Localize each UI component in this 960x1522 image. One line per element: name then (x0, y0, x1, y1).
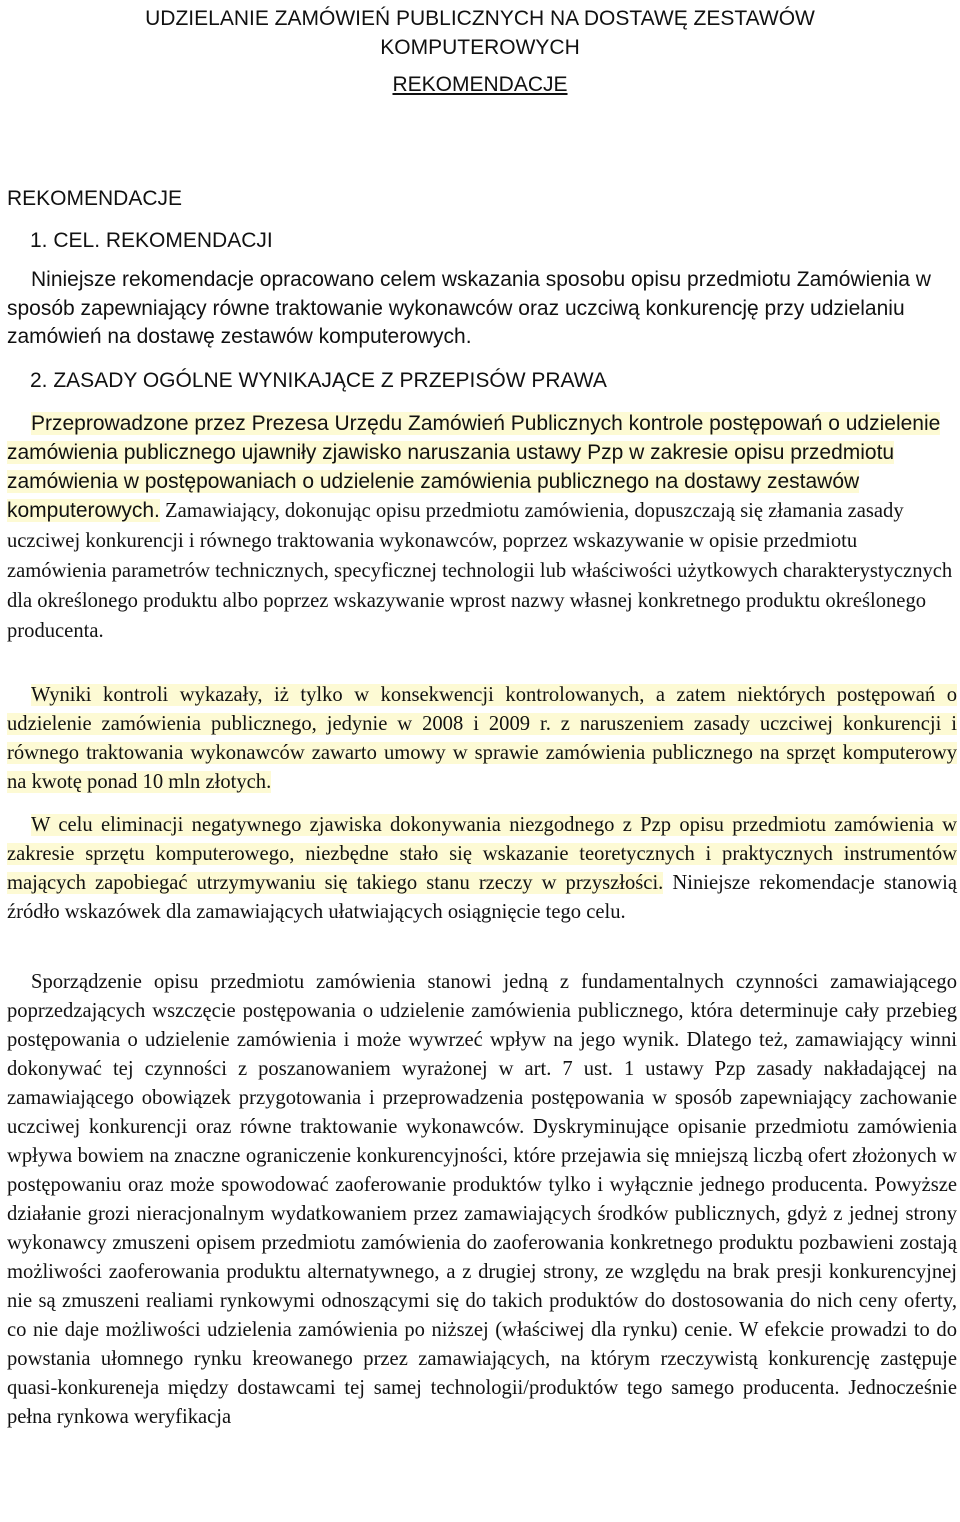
subtitle-text: REKOMENDACJE (392, 73, 568, 96)
paragraph-cel (7, 266, 957, 352)
paragraph-sporzadzenie-text: Sporządzenie opisu przedmiotu zamówienia stanowi jedną z fundamentalnych czynności zamawiającego poprzedzających wszczęcie postępowania o udzielenie zamówienia publicznego, która determinuje cały przebieg postępowania o udzielenie zamówienia i może wywrzeć wpływ na jego wynik. Dlatego też, zamawiający winni dokonywać tej czynności z poszanowaniem wyrażonej w art. 7 ust. 1 ustawy Pzp zasady nakładającej na zamawiającego obowiązek przygotowania i przeprowadzenia postępowania w sposób zapewniający zachowanie uczciwej konkurencji oraz równe traktowanie wykonawców. Dyskryminujące opisanie przedmiotu zamówienia wpływa bowiem na znaczne ograniczenie konkurencyjności, które przejawia się mniejszą liczbą ofert złożonych w postępowaniu oraz może spowodować zaoferowanie produktów tylko i wyłącznie jednego producenta. Powyższe działanie grozi nieracjonalnym wydatkowaniem przez zamawiających środków publicznych, gdyż z jednej strony wykonawcy zmuszeni opisem przedmiotu zamówienia do zaoferowania konkretnego produktu pozbawieni zostają możliwości zaoferowania produktu alternatywnego, a z drugiej strony, ze względu na brak presji konkurencyjnej nie są zmuszeni realiami rynkowymi odnoszącymi się do takich produktów do dostosowania do nich ceny oferty, co nie daje możliwości udzielenia zamówienia po niższej (właściwej dla rynku) cenie. W efekcie prowadzi to do powstania ułomnego rynku kreowanego przez zamawiających, na którym rzeczywistą konkurencję zastępuje quasi-konkureneja między dostawcami tej samej technologii/produktów tego samego producenta. Jednocześnie pełna rynkowa weryfikacja (7, 971, 957, 1428)
heading-cel: 1. CEL. REKOMENDACJI (30, 229, 273, 252)
paragraph-cel-eliminacji (7, 811, 957, 927)
heading-zasady: 2. ZASADY OGÓLNE WYNIKAJĄCE Z PRZEPISÓW PRAWA (30, 369, 607, 392)
paragraph-zasady-rest: Zamawiający, dokonując opisu przedmiotu zamówienia, dopuszczają się złamania zasady uczciwej konkurencji i równego traktowania wykonawców, poprzez wskazywanie w opisie przedmiotu zamówienia parametrów technicznych, specyficznej technologii lub właściwości użytkowych charakterystycznych dla określonego produktu albo poprzez wskazywanie wprost nazwy własnej konkretnego produktu określonego producenta. (7, 500, 953, 642)
paragraph-cel-text: Niniejsze rekomendacje opracowano celem wskazania sposobu opisu przedmiotu Zamówienia w sposób zapewniający równe traktowanie wykonawców oraz uczciwą konkurencję przy udzielaniu zamówień na dostawę zestawów komputerowych. (7, 268, 931, 348)
paragraph-wyniki-highlight: Wyniki kontroli wykazały, iż tylko w konsekwencji kontrolowanych, a zatem niektórych postępowań o udzielenie zamówienia publicznego, jedynie w 2008 i 2009 r. z naruszeniem zasady uczciwej konkurencji i równego traktowania wykonawców zawarto umowy w sprawie zamówienia publicznego na sprzęt komputerowy na kwotę ponad 10 mln złotych. (7, 684, 957, 793)
title-line-2: KOMPUTEROWYCH (380, 36, 580, 59)
paragraph-zasady-highlight: Przeprowadzone przez Prezesa Urzędu Zamówień Publicznych kontrole postępowań o udzielenie zamówienia publicznego ujawniły zjawisko naruszania ustawy Pzp w zakresie opisu przedmiotu zamówienia w postępowaniach o udzielenie zamówienia publicznego na dostawy zestawów komputerowych. (7, 412, 941, 522)
title-line-1: UDZIELANIE ZAMÓWIEŃ PUBLICZNYCH NA DOSTAWĘ ZESTAWÓW (145, 7, 815, 30)
document-subtitle (0, 70, 960, 100)
paragraph-wyniki (7, 681, 957, 797)
paragraph-cel-eliminacji-highlight: W celu eliminacji negatywnego zjawiska dokonywania niezgodnego z Pzp opisu przedmiotu zamówienia w zakresie sprzętu komputerowego, niezbędne stało się wskazanie teoretycznych i praktycznych instrumentów mających zapobiegać utrzymywaniu się takiego stanu rzeczy w przyszłości. (7, 814, 957, 894)
paragraph-zasady (7, 409, 957, 646)
paragraph-sporzadzenie (7, 968, 957, 1432)
paragraph-cel-eliminacji-rest: Niniejsze rekomendacje stanowią źródło wskazówek dla zamawiających ułatwiających osiągnięcie tego celu. (7, 872, 957, 923)
section-heading: REKOMENDACJE (7, 187, 183, 210)
document-title (0, 4, 960, 62)
